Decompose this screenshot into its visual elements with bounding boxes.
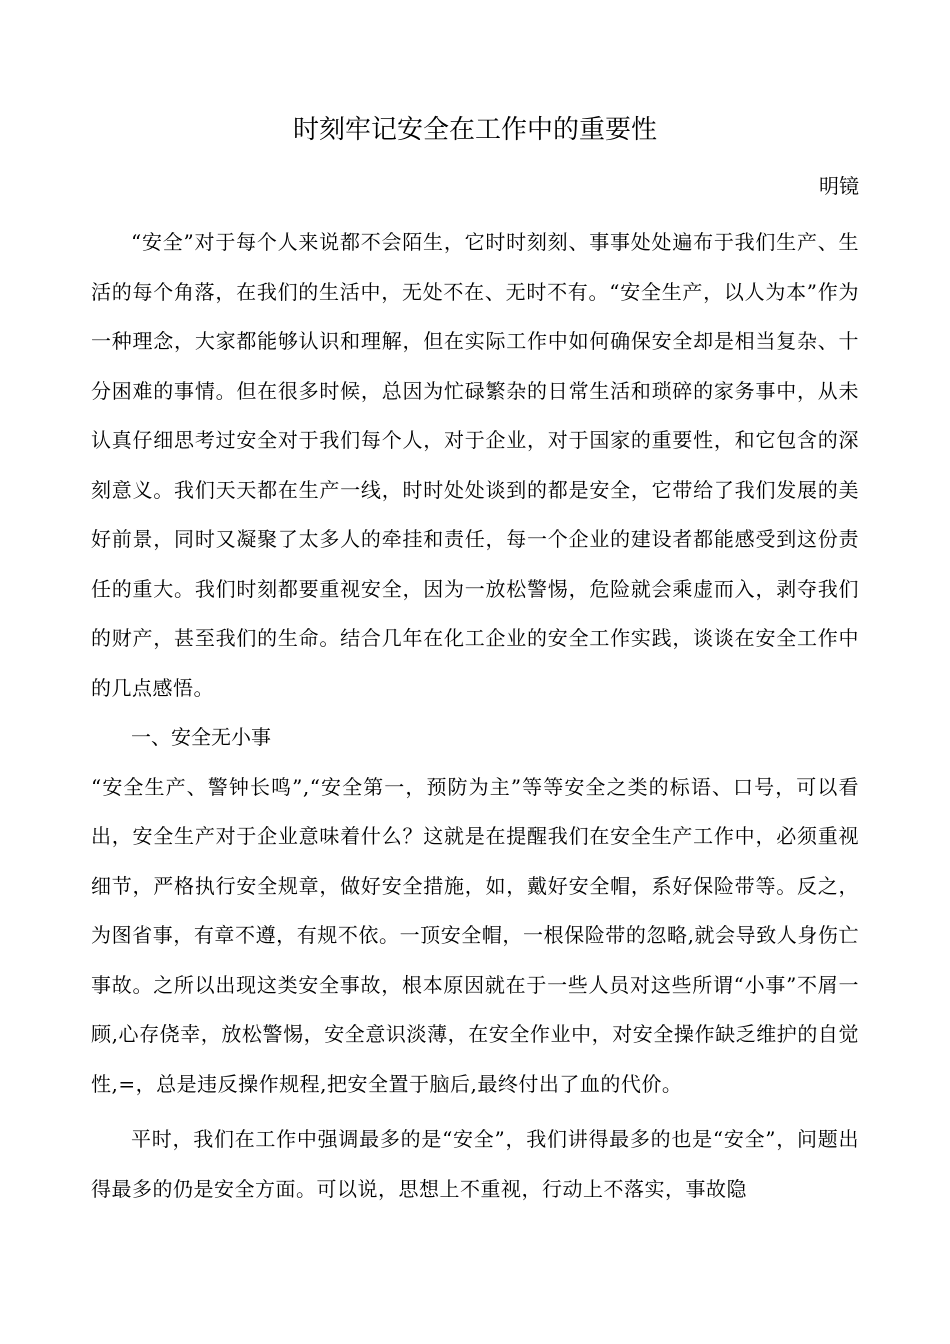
document-title: 时刻牢记安全在工作中的重要性 (292, 115, 657, 145)
document-author: 明镜 (819, 174, 859, 198)
document-body (91, 218, 859, 1214)
section-paragraph: “安全生产、警钟长鸣”,“安全第一，预防为主”等等安全之类的标语、口号，可以看出，安全生产对于企业意味着什么？这就是在提醒我们在安全生产工作中，必须重视细节，严格执行安全规章，做好安全措施，如，戴好安全帽，系好保险带等。反之，为图省事，有章不遵，有规不依。一顶安全帽，一根保险带的忽略,就会导致人身伤亡事故。之所以出现这类安全事故，根本原因就在于一些人员对这些所谓“小事”不屑一顾,心存侥幸，放松警惕，安全意识淡薄，在安全作业中，对安全操作缺乏维护的自觉性,=，总是违反操作规程,把安全置于脑后,最终付出了血的代价。 (91, 774, 859, 1096)
section-heading: 一、安全无小事 (131, 725, 271, 749)
section-paragraph: 平时，我们在工作中强调最多的是“安全”，我们讲得最多的也是“安全”，问题出得最多的仍是安全方面。可以说，思想上不重视，行动上不落实，事故隐 (91, 1127, 859, 1201)
intro-paragraph: “安全”对于每个人来说都不会陌生，它时时刻刻、事事处处遍布于我们生产、生活的每个角落，在我们的生活中，无处不在、无时不有。“安全生产，以人为本”作为一种理念，大家都能够认识和理解，但在实际工作中如何确保安全却是相当复杂、十分困难的事情。但在很多时候，总因为忙碌繁杂的日常生活和琐碎的家务事中，从未认真仔细思考过安全对于我们每个人，对于企业，对于国家的重要性，和它包含的深刻意义。我们天天都在生产一线，时时处处谈到的都是安全，它带给了我们发展的美好前景，同时又凝聚了太多人的牵挂和责任，每一个企业的建设者都能感受到这份责任的重大。我们时刻都要重视安全，因为一放松警惕，危险就会乘虚而入，剥夺我们的财产，甚至我们的生命。结合几年在化工企业的安全工作实践，谈谈在安全工作中的几点感悟。 (91, 230, 859, 700)
